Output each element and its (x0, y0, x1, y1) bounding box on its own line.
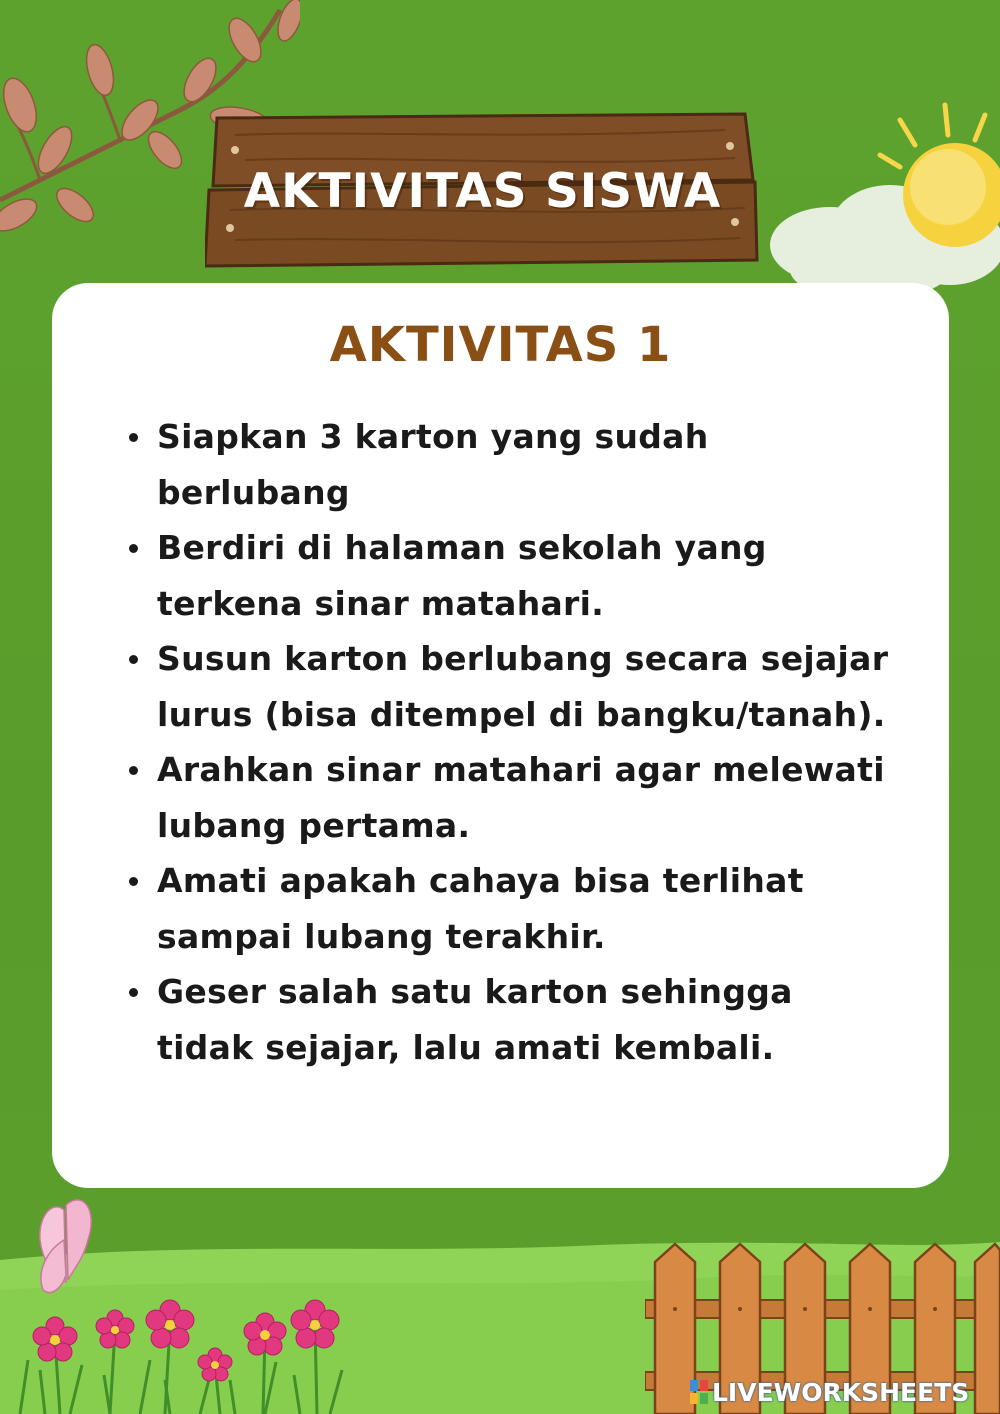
list-item: Susun karton berlubang secara sejajar lurus (bisa ditempel di bangku/tanah). (157, 631, 937, 742)
bullet-icon (129, 988, 138, 997)
list-item: Geser salah satu karton sehingga tidak sejajar, lalu amati kembali. (157, 964, 937, 1075)
liveworksheets-watermark (690, 1377, 969, 1407)
flower-icon (15, 1290, 375, 1414)
list-item: Siapkan 3 karton yang sudah berlubang (157, 409, 937, 520)
list-item: Arahkan sinar matahari agar melewati lubang pertama. (157, 742, 937, 853)
sun-icon (860, 95, 1000, 265)
bullet-icon (129, 544, 138, 553)
butterfly-icon (28, 1190, 103, 1300)
bullet-icon (129, 877, 138, 886)
steps-list (157, 409, 937, 1075)
watermark-text: LIVEWORKSHEETS (712, 1377, 970, 1407)
bullet-icon (129, 433, 138, 442)
list-item: Amati apakah cahaya bisa terlihat sampai lubang terakhir. (157, 853, 937, 964)
list-item: Berdiri di halaman sekolah yang terkena sinar matahari. (157, 520, 937, 631)
activity-card (52, 283, 949, 1188)
wooden-sign (205, 110, 760, 270)
board-title: AKTIVITAS SISWA (243, 163, 722, 219)
liveworksheets-logo-icon (690, 1380, 708, 1404)
bullet-icon (129, 655, 138, 664)
card-title: AKTIVITAS 1 (329, 317, 672, 373)
bullet-icon (129, 766, 138, 775)
